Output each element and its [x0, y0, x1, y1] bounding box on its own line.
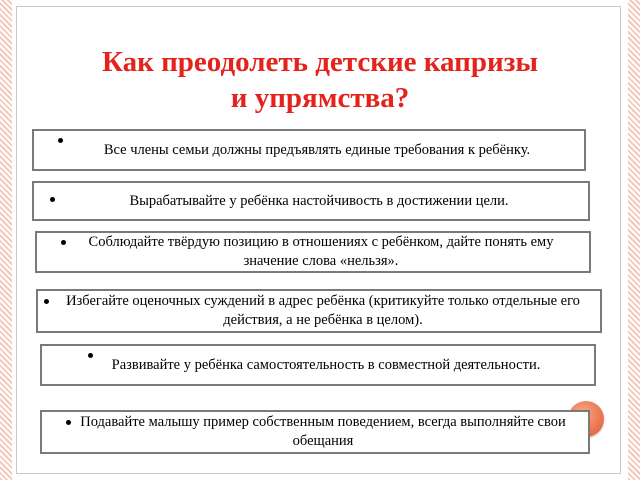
tip-text-5: Развивайте у ребёнка самостоятельность в совместной деятельности. — [111, 356, 541, 373]
title-line-2: и упрямства? — [230, 82, 410, 114]
bullet-icon — [66, 420, 71, 425]
bullet-icon — [61, 240, 66, 245]
tip-text-4: Избегайте оценочных суждений в адрес ребёнка (критикуйте только отдельные его действия, а не ребёнка в целом). — [66, 293, 580, 328]
tip-box-2 — [32, 181, 590, 221]
tip-text-2: Вырабатывайте у ребёнка настойчивость в достижении цели. — [129, 192, 509, 209]
bullet-icon — [58, 138, 63, 143]
right-decorative-stripe — [628, 0, 640, 480]
bullet-icon — [44, 299, 49, 304]
tip-box-6 — [40, 410, 590, 454]
tip-box-4 — [36, 289, 602, 333]
tip-box-5 — [40, 344, 596, 386]
title-line-1: Как преодолеть детские капризы — [101, 46, 539, 78]
bullet-icon — [50, 197, 55, 202]
bullet-icon — [88, 353, 93, 358]
tip-box-1 — [32, 129, 586, 171]
slide-title — [60, 44, 580, 116]
tip-text-1: Все члены семьи должны предъявлять единые требования к ребёнку. — [103, 141, 531, 158]
tip-box-3 — [35, 231, 591, 273]
left-decorative-stripe — [0, 0, 12, 480]
tip-text-3: Соблюдайте твёрдую позицию в отношениях с ребёнком, дайте понять ему значение слова «нельзя». — [88, 234, 554, 269]
tip-text-6: Подавайте малышу пример собственным поведением, всегда выполняйте свои обещания — [80, 414, 566, 449]
